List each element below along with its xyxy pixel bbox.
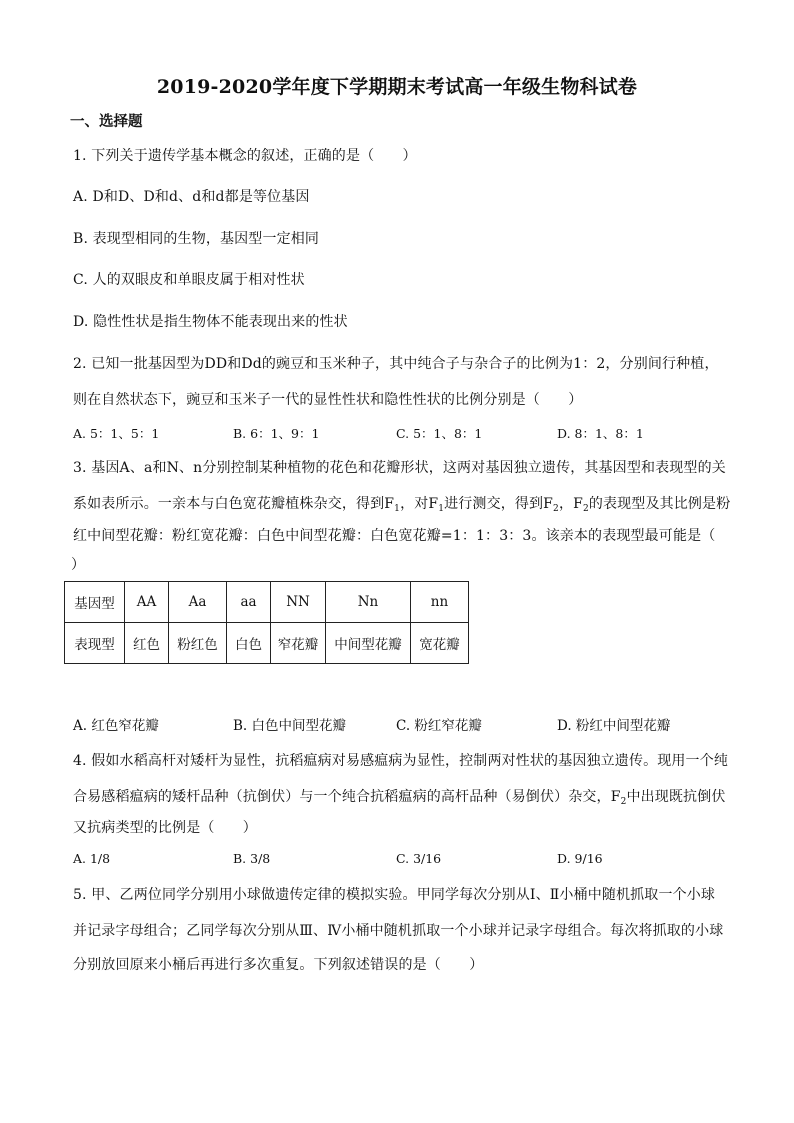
table-cell: 宽花瓣 bbox=[411, 623, 469, 664]
q2-stem-line2: 则在自然状态下，豌豆和玉米子一代的显性性状和隐性性状的比例分别是（ ） bbox=[73, 392, 583, 408]
table-cell: Nn bbox=[326, 582, 411, 623]
table-cell: 白色 bbox=[227, 623, 271, 664]
q3-stem-line3: 红中间型花瓣：粉红宽花瓣：白色中间型花瓣：白色宽花瓣=1：1：3：3。该亲本的表现型最可能是（ bbox=[73, 528, 716, 544]
q3-stem-line1: 3. 基因A、a和N、n分别控制某种植物的花色和花瓣形状，这两对基因独立遗传，其基因型和表现型的关 bbox=[73, 460, 726, 476]
q2-stem-line1: 2. 已知一批基因型为DD和Dd的豌豆和玉米种子，其中纯合子与杂合子的比例为1：2，分别间行种植， bbox=[73, 356, 719, 372]
table-cell: AA bbox=[125, 582, 169, 623]
table-cell: aa bbox=[227, 582, 271, 623]
q1-option-c: C. 人的双眼皮和单眼皮属于相对性状 bbox=[73, 272, 305, 288]
q4-stem-line3: 又抗病类型的比例是（ ） bbox=[73, 820, 257, 836]
q4-option-c: C. 3/16 bbox=[396, 851, 442, 866]
q3-option-d: D. 粉红中间型花瓣 bbox=[557, 718, 671, 734]
table-cell: 粉红色 bbox=[169, 623, 227, 664]
table-cell: nn bbox=[411, 582, 469, 623]
q2-option-b: B. 6：1、9：1 bbox=[233, 426, 320, 441]
q4-option-b: B. 3/8 bbox=[233, 851, 271, 866]
table-cell: 窄花瓣 bbox=[271, 623, 326, 664]
q3-stem-line2: 系如表所示。一亲本与白色宽花瓣植株杂交，得到$F_1$，对$F_1$进行测交，得到$F_2$，$F_2$的表现型及其比例是粉 bbox=[73, 496, 731, 514]
q1-option-a: A. D和D、D和d、d和d都是等位基因 bbox=[73, 189, 310, 205]
q2-option-d: D. 8：1、8：1 bbox=[557, 426, 644, 441]
q3-option-b: B. 白色中间型花瓣 bbox=[233, 718, 347, 734]
table-cell: 表现型 bbox=[65, 623, 125, 664]
q5-stem-line3: 分别放回原来小桶后再进行多次重复。下列叙述错误的是（ ） bbox=[73, 957, 484, 973]
q2-option-c: C. 5：1、8：1 bbox=[396, 426, 483, 441]
q1-option-b: B. 表现型相同的生物，基因型一定相同 bbox=[73, 231, 320, 247]
exam-title: 2019-2020学年度下学期期末考试高一年级生物科试卷 bbox=[156, 76, 638, 98]
q4-stem-line1: 4. 假如水稻高杆对矮杆为显性，抗稻瘟病对易感瘟病为显性，控制两对性状的基因独立遗传。现用一个纯 bbox=[73, 753, 729, 769]
q3-option-c: C. 粉红窄花瓣 bbox=[396, 718, 482, 734]
table-cell: 中间型花瓣 bbox=[326, 623, 411, 664]
genotype-phenotype-table bbox=[64, 581, 469, 664]
table-cell: 基因型 bbox=[65, 582, 125, 623]
table-row bbox=[65, 623, 469, 664]
q4-option-d: D. 9/16 bbox=[557, 851, 603, 866]
q1-stem: 1. 下列关于遗传学基本概念的叙述，正确的是（ ） bbox=[73, 148, 417, 164]
q5-stem-line2: 并记录字母组合；乙同学每次分别从Ⅲ、Ⅳ小桶中随机抓取一个小球并记录字母组合。每次将抓取的小球 bbox=[73, 923, 724, 939]
section-heading: 一、选择题 bbox=[70, 113, 143, 130]
q3-option-a: A. 红色窄花瓣 bbox=[73, 718, 159, 734]
q3-stem-line4: ） bbox=[71, 557, 86, 573]
table-cell: Aa bbox=[169, 582, 227, 623]
q4-option-a: A. 1/8 bbox=[73, 851, 111, 866]
q5-stem-line1: 5. 甲、乙两位同学分别用小球做遗传定律的模拟实验。甲同学每次分别从Ⅰ、Ⅱ小桶中随机抓取一个小球 bbox=[73, 887, 716, 903]
table-cell: NN bbox=[271, 582, 326, 623]
table-cell: 红色 bbox=[125, 623, 169, 664]
q1-option-d: D. 隐性性状是指生物体不能表现出来的性状 bbox=[73, 314, 348, 330]
table-row bbox=[65, 582, 469, 623]
q2-option-a: A. 5：1、5：1 bbox=[73, 426, 160, 441]
q4-stem-line2: 合易感稻瘟病的矮杆品种（抗倒伏）与一个纯合抗稻瘟病的高杆品种（易倒伏）杂交，$F_2$中出现既抗倒伏 bbox=[73, 789, 726, 807]
